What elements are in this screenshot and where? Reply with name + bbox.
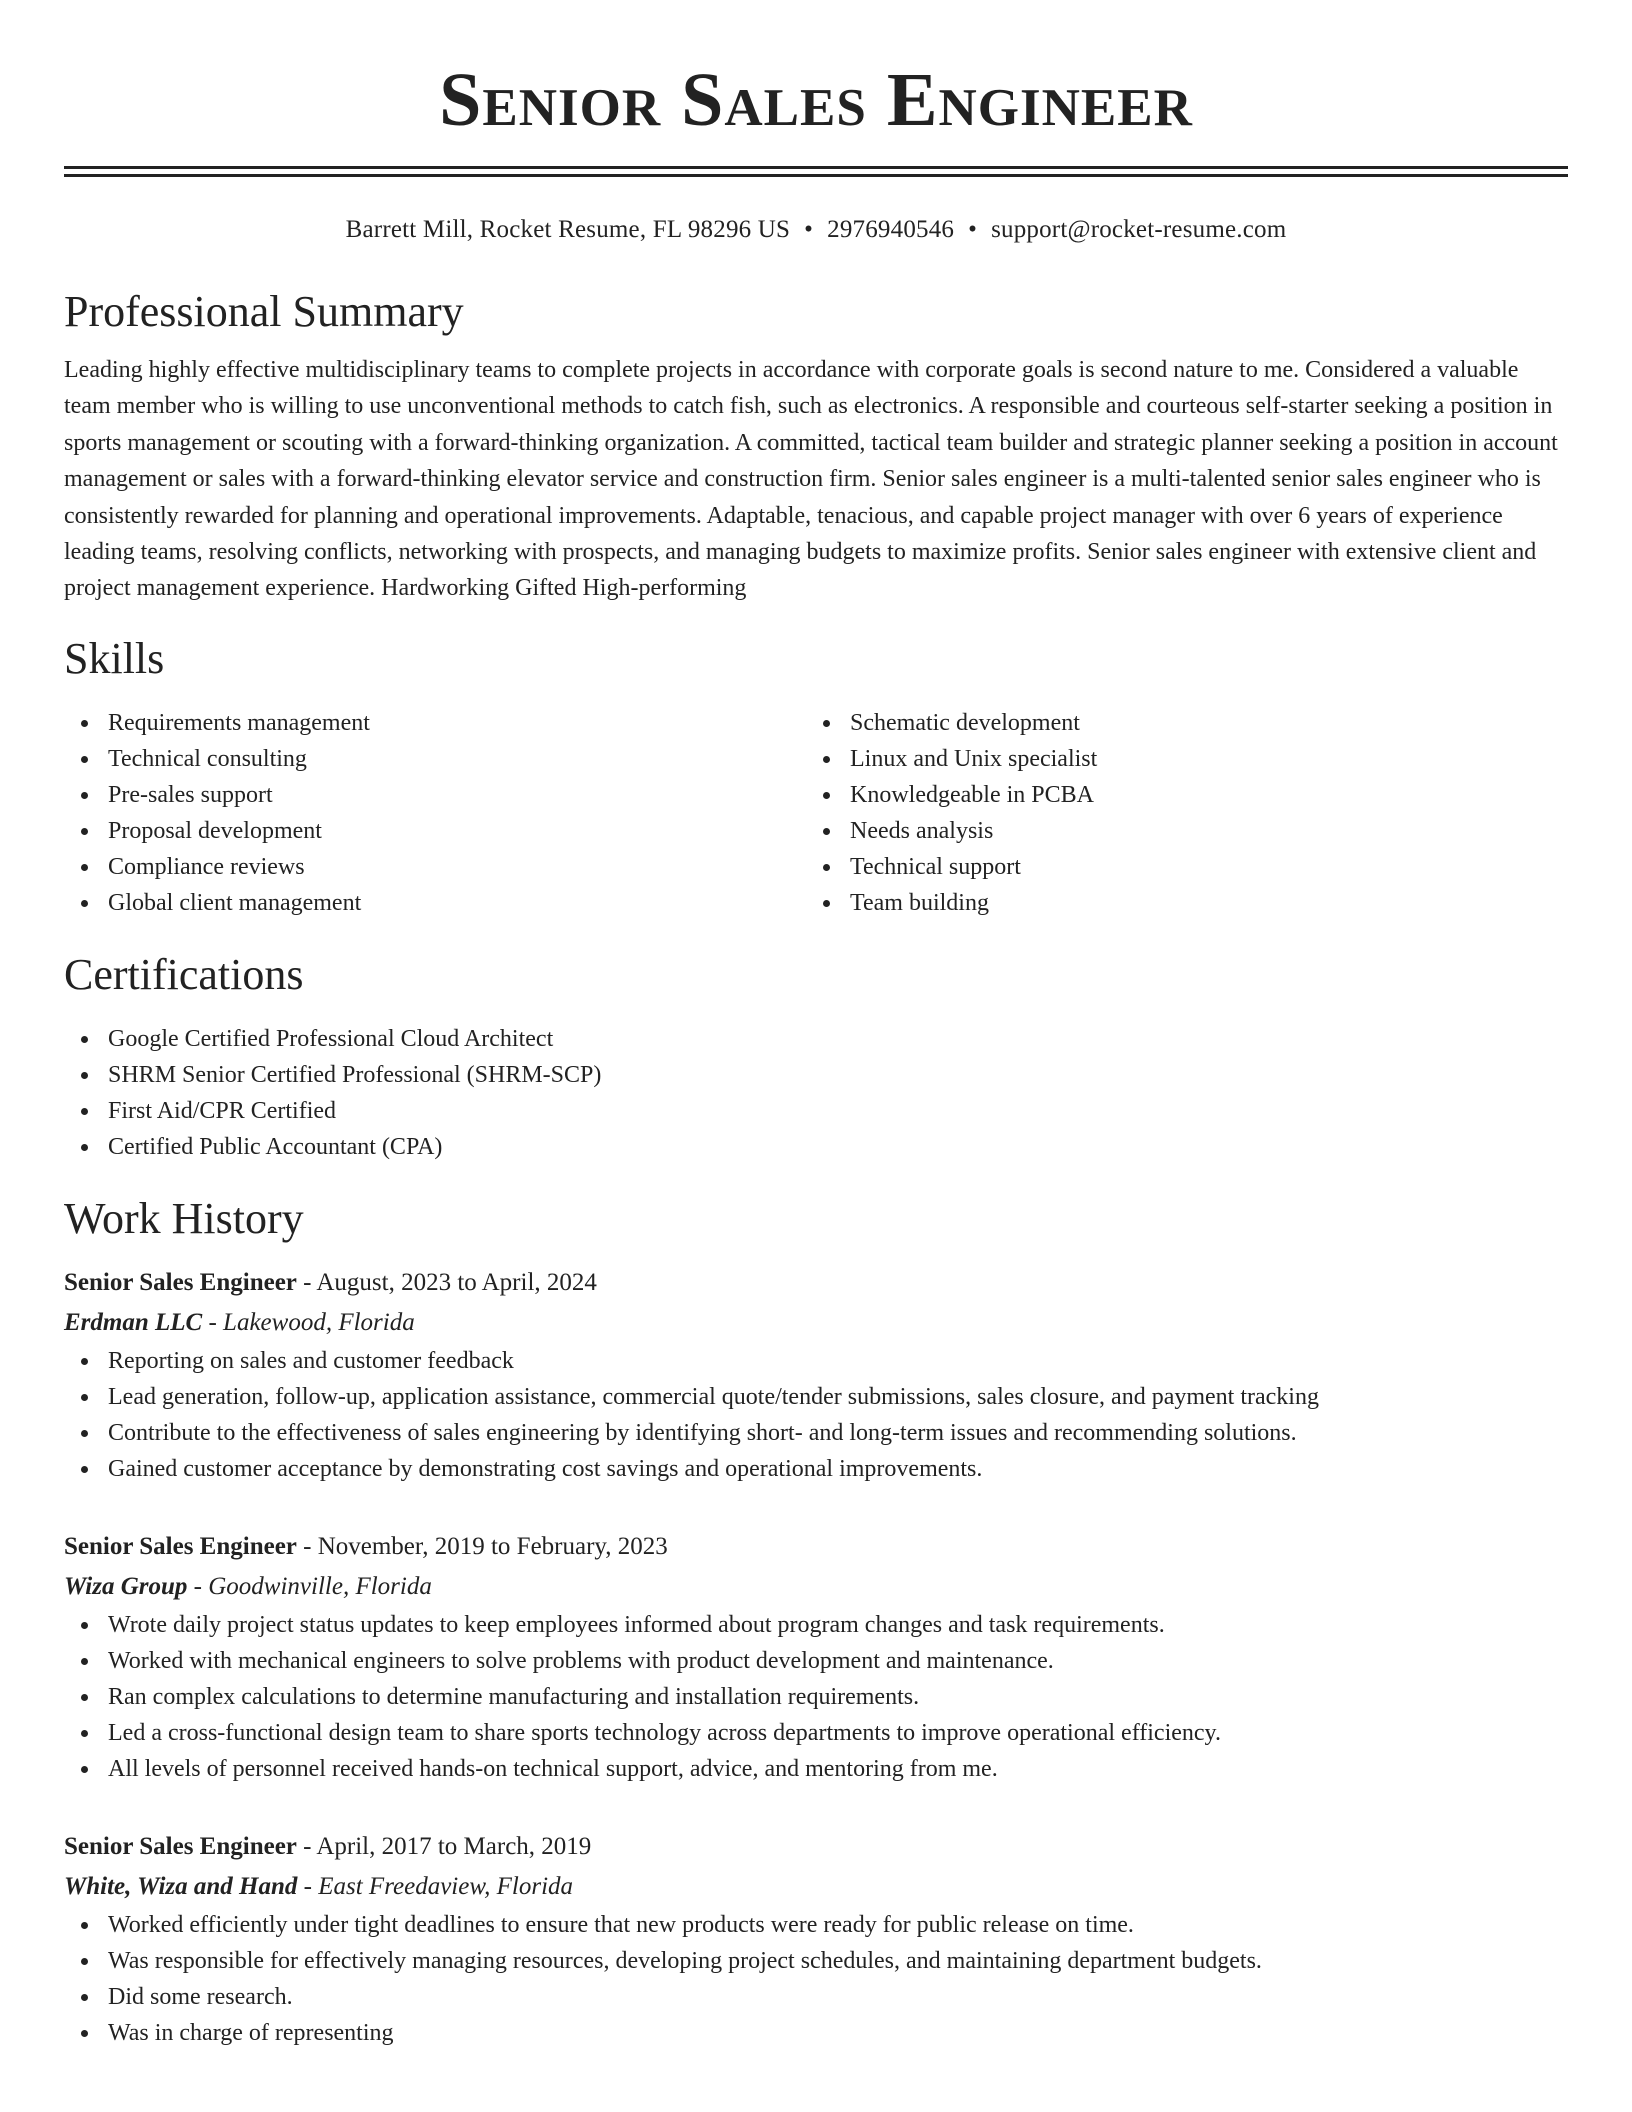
job-location: - East Freedaview, Florida	[297, 1872, 574, 1900]
certification-item	[64, 1093, 1568, 1129]
skills-grid	[64, 705, 1568, 921]
section-title-skills: Skills	[64, 633, 165, 683]
bullet-icon	[81, 1730, 88, 1737]
skill-item	[806, 849, 1548, 885]
job-duty-text: Was responsible for effectively managing resources, developing project schedules, and maintaining department budgets.	[108, 1947, 1262, 1974]
bullet-icon	[823, 864, 830, 871]
skill-text: Team building	[850, 889, 989, 916]
bullet-icon	[81, 1658, 88, 1665]
job-role: Senior Sales Engineer	[64, 1268, 297, 1296]
skill-item	[64, 849, 806, 885]
certification-item	[64, 1021, 1568, 1057]
resume-title: Senior Sales Engineer	[439, 58, 1193, 142]
skill-text: Proposal development	[108, 817, 322, 844]
bullet-icon	[81, 1036, 88, 1043]
job-duty-text: Lead generation, follow-up, application assistance, commercial quote/tender submissions, sales closure, and payment tracking	[108, 1383, 1319, 1410]
job-duty-item	[64, 1943, 1568, 1979]
skill-text: Global client management	[108, 889, 362, 916]
bullet-icon	[81, 720, 88, 727]
skill-text: Requirements management	[108, 709, 370, 736]
contact-line	[64, 214, 1568, 246]
bullet-icon	[81, 900, 88, 907]
bullet-icon	[81, 1430, 88, 1437]
bullet-icon	[81, 1922, 88, 1929]
divider-line-bottom	[64, 174, 1568, 177]
bullet-icon	[823, 792, 830, 799]
job-duty-item	[64, 1715, 1568, 1751]
bullet-icon	[81, 1466, 88, 1473]
summary-paragraph: Leading highly effective multidisciplinary teams to complete projects in accordance with corporate goals is second nature to me. Considered a valuable team member who is willing to use unconventional methods to catch fish, such as electronics. A responsible and courteous self-starter seeking a position in sports management or scouting with a forward-thinking organization. A committed, tactical team builder and strategic planner seeking a position in account management or sales with a forward-thinking elevator service and construction firm. Senior sales engineer is a multi-talented senior sales engineer who is consistently rewarded for planning and operational improvements. Adaptable, tenacious, and capable project manager with over 6 years of experience leading teams, resolving conflicts, networking with prospects, and managing budgets to maximize profits. Senior sales engineer with extensive client and project management experience. Hardworking Gifted High-performing	[64, 357, 1558, 602]
job-company: White, Wiza and Hand	[64, 1872, 298, 1900]
contact-phone: 2976940546	[827, 216, 955, 243]
bullet-icon	[81, 1766, 88, 1773]
bullet-icon	[823, 828, 830, 835]
job-duty-text: Wrote daily project status updates to keep employees informed about program changes and task requirements.	[108, 1611, 1165, 1638]
job-duty-text: Contribute to the effectiveness of sales engineering by identifying short- and long-term issues and recommending solutions.	[108, 1419, 1297, 1446]
skill-text: Needs analysis	[850, 817, 994, 844]
certification-item	[64, 1057, 1568, 1093]
job-duty-text: Did some research.	[108, 1983, 293, 2010]
bullet-icon	[823, 720, 830, 727]
resume-page	[64, 0, 1568, 2051]
title-divider	[64, 166, 1568, 178]
skills-column-right	[806, 705, 1548, 921]
skill-text: Linux and Unix specialist	[850, 745, 1098, 772]
job-dates: - August, 2023 to April, 2024	[296, 1268, 597, 1296]
job-duty-text: Reporting on sales and customer feedback	[108, 1347, 514, 1374]
section-title-work-history: Work History	[64, 1193, 304, 1243]
job-entry	[64, 1527, 1568, 1787]
job-duty-item	[64, 1979, 1568, 2015]
skill-text: Schematic development	[850, 709, 1080, 736]
job-dates: - November, 2019 to February, 2023	[296, 1532, 668, 1560]
job-role: Senior Sales Engineer	[64, 1532, 297, 1560]
bullet-icon	[81, 1358, 88, 1365]
bullet-icon	[81, 1622, 88, 1629]
job-company-line	[64, 1303, 1568, 1343]
job-company: Wiza Group	[64, 1572, 188, 1600]
certifications-list	[64, 1021, 1568, 1165]
job-duty-text: Worked with mechanical engineers to solve problems with product development and maintenance.	[108, 1647, 1054, 1674]
job-duty-item	[64, 1415, 1568, 1451]
skill-item	[806, 741, 1548, 777]
certification-item	[64, 1129, 1568, 1165]
bullet-icon	[81, 1108, 88, 1115]
divider-line-top	[64, 166, 1568, 169]
job-duties-list	[64, 1907, 1568, 2051]
job-duty-item	[64, 1643, 1568, 1679]
job-location: - Lakewood, Florida	[202, 1308, 415, 1336]
bullet-icon	[81, 1144, 88, 1151]
job-role-line	[64, 1263, 1568, 1303]
job-dates: - April, 2017 to March, 2019	[296, 1832, 592, 1860]
job-duty-text: All levels of personnel received hands-on technical support, advice, and mentoring from me.	[108, 1755, 998, 1782]
job-duty-text: Gained customer acceptance by demonstrating cost savings and operational improvements.	[108, 1455, 983, 1482]
certification-text: SHRM Senior Certified Professional (SHRM-SCP)	[108, 1061, 602, 1088]
job-location: - Goodwinville, Florida	[187, 1572, 432, 1600]
job-duties-list	[64, 1607, 1568, 1787]
skill-text: Knowledgeable in PCBA	[850, 781, 1094, 808]
bullet-icon	[81, 1994, 88, 2001]
job-role-line	[64, 1827, 1568, 1867]
skill-item	[64, 885, 806, 921]
job-duty-item	[64, 2015, 1568, 2051]
skill-item	[806, 777, 1548, 813]
skill-item	[806, 885, 1548, 921]
job-duty-item	[64, 1343, 1568, 1379]
job-entry	[64, 1827, 1568, 2051]
certification-text: First Aid/CPR Certified	[108, 1097, 337, 1124]
bullet-icon	[81, 756, 88, 763]
job-duties-list	[64, 1343, 1568, 1487]
bullet-icon	[81, 864, 88, 871]
certification-text: Certified Public Accountant (CPA)	[108, 1133, 443, 1160]
bullet-icon	[823, 900, 830, 907]
job-company-line	[64, 1867, 1568, 1907]
skill-text: Technical support	[850, 853, 1021, 880]
job-duty-text: Worked efficiently under tight deadlines to ensure that new products were ready for public release on time.	[108, 1911, 1134, 1938]
contact-separator: •	[804, 216, 814, 243]
bullet-icon	[81, 2030, 88, 2037]
skill-item	[64, 813, 806, 849]
bullet-icon	[823, 756, 830, 763]
job-duty-text: Was in charge of representing	[108, 2019, 394, 2046]
job-duty-item	[64, 1379, 1568, 1415]
job-duty-item	[64, 1451, 1568, 1487]
certification-text: Google Certified Professional Cloud Architect	[108, 1025, 554, 1052]
skill-text: Compliance reviews	[108, 853, 305, 880]
section-title-certifications: Certifications	[64, 949, 304, 999]
bullet-icon	[81, 1694, 88, 1701]
job-duty-item	[64, 1751, 1568, 1787]
skill-item	[64, 741, 806, 777]
bullet-icon	[81, 792, 88, 799]
job-role: Senior Sales Engineer	[64, 1832, 297, 1860]
job-duty-item	[64, 1907, 1568, 1943]
bullet-icon	[81, 1958, 88, 1965]
job-duty-item	[64, 1679, 1568, 1715]
section-title-summary: Professional Summary	[64, 287, 464, 336]
contact-address: Barrett Mill, Rocket Resume, FL 98296 US	[345, 216, 791, 243]
job-entry	[64, 1263, 1568, 1487]
skill-item	[806, 705, 1548, 741]
skill-text: Technical consulting	[108, 745, 307, 772]
job-company: Erdman LLC	[64, 1308, 203, 1336]
job-role-line	[64, 1527, 1568, 1567]
job-company-line	[64, 1567, 1568, 1607]
skill-item	[806, 813, 1548, 849]
bullet-icon	[81, 1072, 88, 1079]
job-duty-text: Led a cross-functional design team to share sports technology across departments to improve operational efficiency.	[108, 1719, 1221, 1746]
job-duty-text: Ran complex calculations to determine manufacturing and installation requirements.	[108, 1683, 920, 1710]
contact-email: support@rocket-resume.com	[991, 216, 1287, 243]
skill-item	[64, 705, 806, 741]
bullet-icon	[81, 828, 88, 835]
skill-text: Pre-sales support	[108, 781, 273, 808]
bullet-icon	[81, 1394, 88, 1401]
contact-separator: •	[968, 216, 978, 243]
skills-column-left	[64, 705, 806, 921]
skill-item	[64, 777, 806, 813]
job-duty-item	[64, 1607, 1568, 1643]
